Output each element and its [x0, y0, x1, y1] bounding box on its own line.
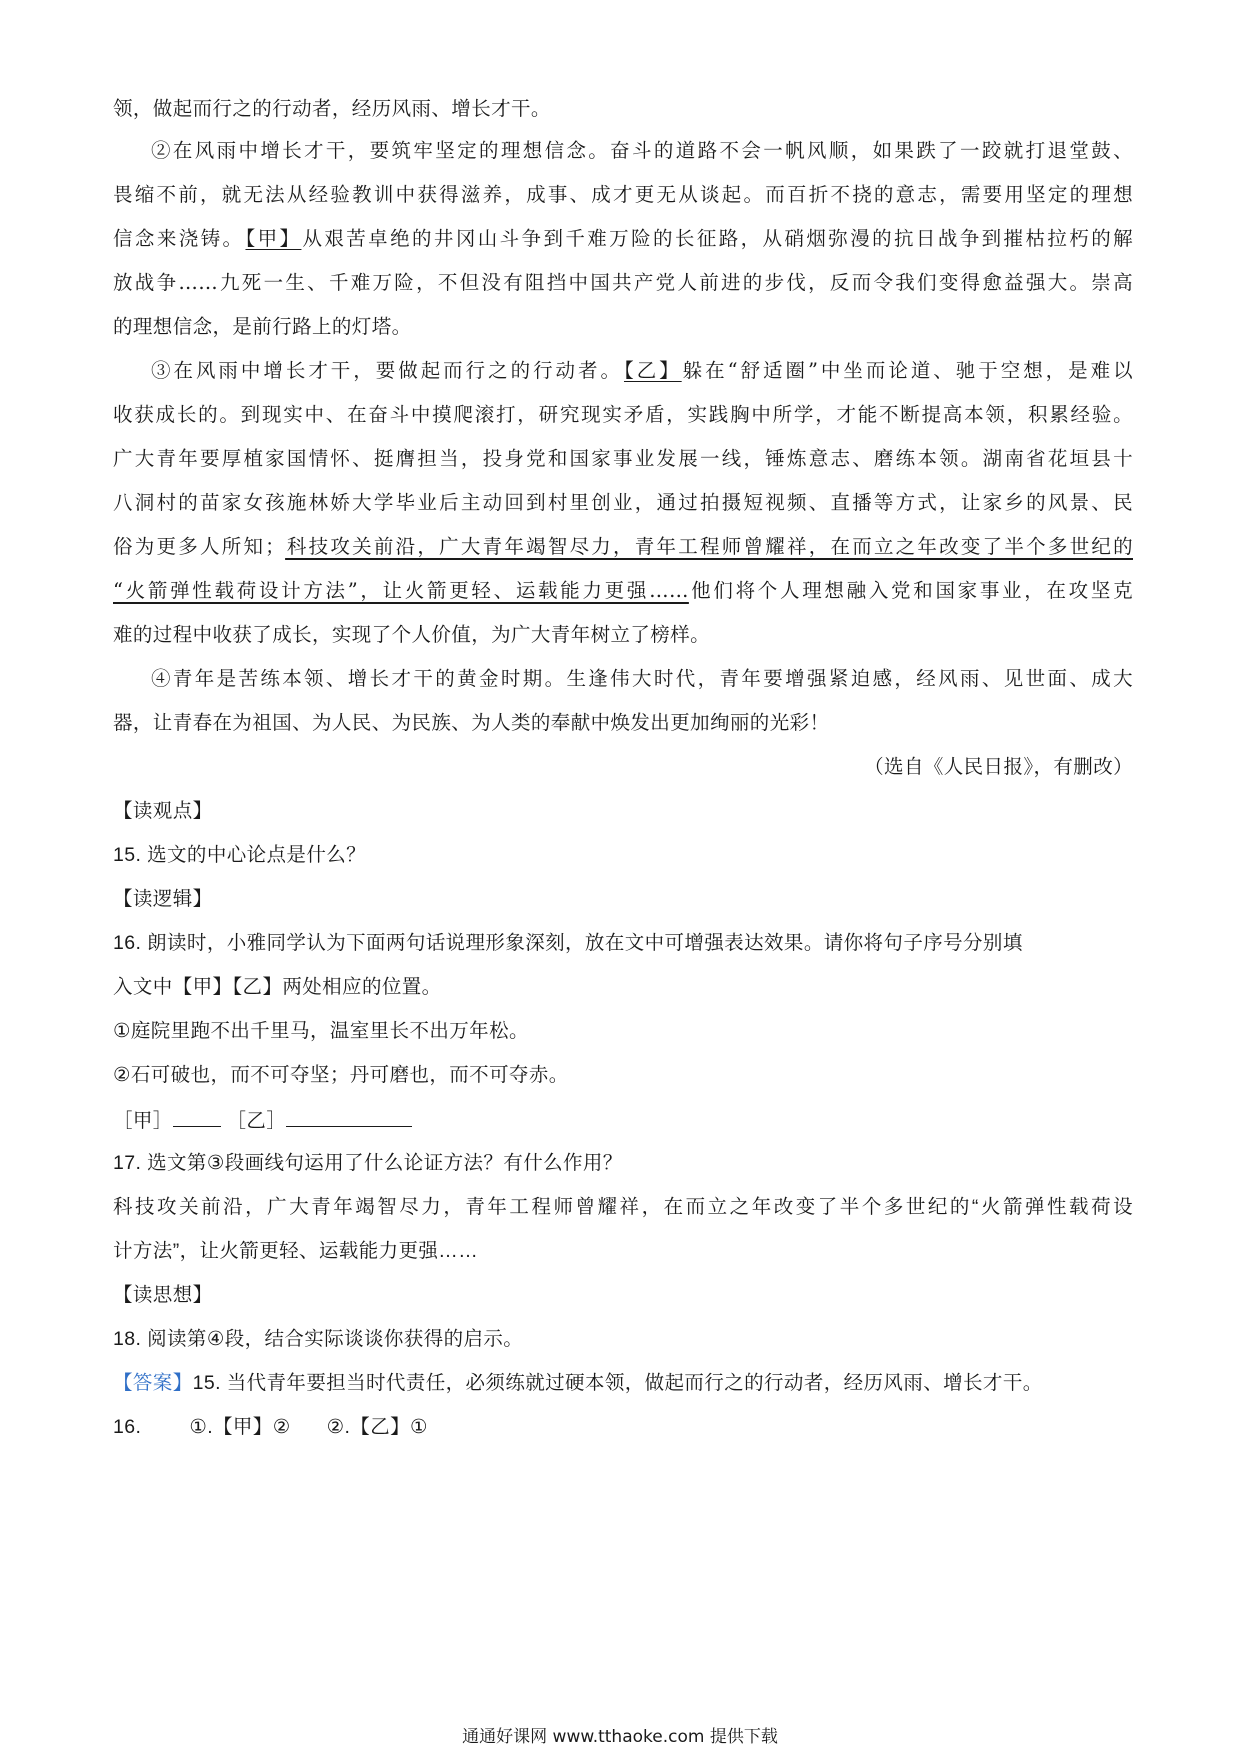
blank-marker-jia: 【甲】: [245, 227, 302, 250]
passage-p2-line4: 放战争……九死一生、千难万险，不但没有阻挡中国共产党人前进的步伐，反而令我们变得愈益强大。崇高: [113, 271, 1133, 294]
answer-16-line: 16. ①.【甲】② ②.【乙】①: [113, 1416, 428, 1438]
passage-p2-line1: ②在风雨中增长才干，要筑牢坚定的理想信念。奋斗的道路不会一帆风顺，如果跌了一跤就打退堂鼓、: [151, 139, 1133, 162]
passage-p3-line6: “火箭弹性载荷设计方法”，让火箭更轻、运载能力更强……他们将个人理想融入党和国家事业，在攻坚克: [113, 579, 1133, 602]
passage-p3-line3: 广大青年要厚植家国情怀、挺膺担当，投身党和国家事业发展一线，锤炼意志、磨练本领。湖南省花垣县十: [113, 447, 1133, 470]
question-17-quote-line2: 计方法”，让火箭更轻、运载能力更强……: [113, 1240, 479, 1262]
question-16-option2: ②石可破也，而不可夺坚；丹可磨也，而不可夺赤。: [113, 1064, 569, 1086]
answer-tag: 【答案】: [113, 1372, 193, 1394]
passage-p4-line2: 器，让青春在为祖国、为人民、为民族、为人类的奉献中焕发出更加绚丽的光彩！: [113, 711, 830, 734]
answer-blank-jia[interactable]: [173, 1104, 221, 1127]
question-16-fill-blanks: [113, 1104, 1133, 1136]
question-15: 15. 选文的中心论点是什么？: [113, 844, 367, 866]
question-17: 17. 选文第③段画线句运用了什么论证方法？有什么作用？: [113, 1152, 623, 1174]
answer-15-line: 【答案】15. 当代青年要担当时代责任，必须练就过硬本领，做起而行之的行动者，经历风雨、增长才干。: [113, 1372, 1043, 1394]
question-16-option1: ①庭院里跑不出千里马，温室里长不出万年松。: [113, 1020, 529, 1042]
passage-p2-line2: 畏缩不前，就无法从经验教训中获得滋养，成事、成才更无从谈起。而百折不挠的意志，需要用坚定的理想: [113, 183, 1133, 206]
passage-source: （选自《人民日报》，有删改）: [864, 755, 1133, 778]
section-heading-logic: 【读逻辑】: [113, 887, 213, 910]
passage-p3-line1: ③在风雨中增长才干，要做起而行之的行动者。【乙】躲在“舒适圈”中坐而论道、驰于空想，是难以: [151, 359, 1134, 382]
fill-label-jia: ［甲］: [113, 1110, 173, 1132]
question-18: 18. 阅读第④段，结合实际谈谈你获得的启示。: [113, 1328, 524, 1350]
passage-p4-line1: ④青年是苦练本领、增长才干的黄金时期。生逢伟大时代，青年要增强紧迫感，经风雨、见世面、成大: [151, 667, 1133, 690]
section-heading-viewpoint: 【读观点】: [113, 799, 213, 822]
passage-p2-line3: 信念来浇铸。【甲】从艰苦卓绝的井冈山斗争到千难万险的长征路，从硝烟弥漫的抗日战争到摧枯拉朽的解: [113, 227, 1134, 250]
passage-p3-line2: 收获成长的。到现实中、在奋斗中摸爬滚打，研究现实矛盾，实践胸中所学，才能不断提高本领，积累经验。: [113, 403, 1133, 426]
answer-16-item2: ②.【乙】①: [326, 1416, 428, 1438]
underlined-sentence: 科技攻关前沿，广大青年竭智尽力，青年工程师曾耀祥，在而立之年改变了半个多世纪的: [285, 535, 1133, 558]
question-16-line2: 入文中【甲】【乙】两处相应的位置。: [113, 976, 442, 998]
passage-p3-line7: 难的过程中收获了成长，实现了个人价值，为广大青年树立了榜样。: [113, 623, 711, 646]
answer-16-item1: ①.【甲】②: [189, 1416, 291, 1438]
passage-p2-line5: 的理想信念，是前行路上的灯塔。: [113, 315, 412, 338]
blank-marker-yi: 【乙】: [623, 359, 682, 382]
answer-blank-yi[interactable]: [286, 1104, 412, 1127]
underlined-sentence-cont: “火箭弹性载荷设计方法”，让火箭更轻、运载能力更强……: [113, 579, 689, 602]
fill-label-yi: ［乙］: [226, 1110, 287, 1132]
passage-p3-line5: 俗为更多人所知；科技攻关前沿，广大青年竭智尽力，青年工程师曾耀祥，在而立之年改变了半个多世纪的: [113, 535, 1133, 558]
passage-p1-tail: 领，做起而行之的行动者，经历风雨、增长才干。: [113, 97, 551, 120]
section-heading-thought: 【读思想】: [113, 1283, 213, 1306]
passage-p3-line4: 八洞村的苗家女孩施林娇大学毕业后主动回到村里创业，通过拍摄短视频、直播等方式，让家乡的风景、民: [113, 491, 1133, 514]
question-16-line1: 16. 朗读时，小雅同学认为下面两句话说理形象深刻，放在文中可增强表达效果。请你将句子序号分别填: [113, 932, 1023, 954]
page-footer: 通通好课网 www.tthaoke.com 提供下载: [462, 1727, 778, 1747]
question-17-quote-line1: 科技攻关前沿，广大青年竭智尽力，青年工程师曾耀祥，在而立之年改变了半个多世纪的“火箭弹性载荷设: [113, 1196, 1133, 1218]
